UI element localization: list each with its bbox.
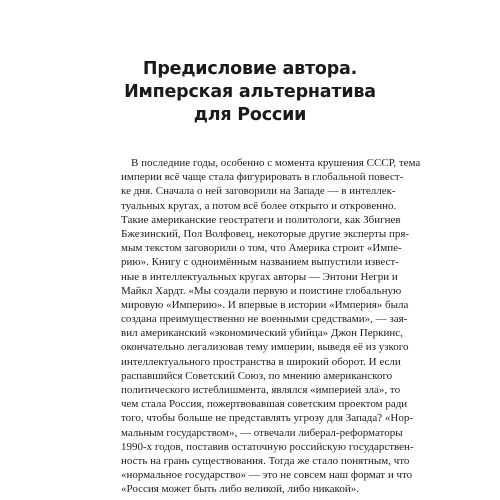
text-line: В последние годы, особенно с момента крушения СССР, тема bbox=[131, 157, 421, 169]
text-line: «нормальное государство» — это не совсем наш формат и что bbox=[121, 469, 413, 482]
text-line: политического истеблишмента, являлся «империей зла», то bbox=[121, 384, 401, 396]
text-line: империи всё чаще стала фигурировать в глобальной повест- bbox=[121, 171, 404, 184]
text-line: 1990-х годов, поставив остаточную российскую государствен- bbox=[121, 440, 414, 453]
text-line: Такие американские геостратеги и политологи, как Збигнев bbox=[121, 213, 401, 226]
text-line: мальным государством», — отвечали либерал-реформаторы bbox=[121, 426, 403, 439]
chapter-title-line: Предисловие автора. bbox=[142, 59, 358, 79]
text-line: «Россия может быть либо великой, либо никакой». bbox=[121, 483, 359, 496]
text-line: того, чтобы больше не представлять угрозу для Запада? «Нор- bbox=[121, 412, 414, 425]
text-line: Майкл Хардт. «Мы создали первую и поистине глобальную bbox=[121, 284, 402, 297]
text-line: чем стала Россия, пожертвовавшая советским проектом ради bbox=[121, 398, 408, 411]
text-line: мировую «Империю». И впервые в истории «Империя» была bbox=[121, 298, 409, 311]
text-line: туальных кругах, а потом всё более открыто и откровенно. bbox=[121, 199, 397, 212]
body-paragraph bbox=[121, 156, 421, 497]
chapter-title-line: Имперская альтернатива bbox=[124, 82, 376, 102]
text-line: окончательно легализовав тему империи, выведя её из узкого bbox=[121, 341, 409, 354]
text-line: Бжезинский, Пол Волфовец, некоторые другие эксперты пря- bbox=[121, 227, 410, 240]
text-line: создана преимущественно не военными средствами», — зая- bbox=[121, 313, 408, 326]
chapter-title-line: для России bbox=[193, 105, 307, 125]
text-line: ность на грань существования. Тогда же стало понятным, что bbox=[121, 454, 410, 467]
text-line: ке дня. Сначала о ней заговорили на Западе — в интеллек- bbox=[121, 185, 396, 198]
chapter-title bbox=[0, 58, 500, 127]
text-line: интеллектуального пространства в широкий оборот. И если bbox=[121, 355, 401, 368]
text-line: мым текстом заговорили о том, что Америка строит «Импе- bbox=[121, 242, 402, 255]
text-line: распавшийся Советский Союз, по мнению американского bbox=[121, 369, 393, 382]
text-line: вил американский «экономический убийца» Джон Перкинс, bbox=[121, 327, 403, 340]
text-line: ные в интеллектуальных кругах авторы — Энтони Негри и bbox=[121, 270, 398, 283]
text-line: рию». Книгу с одноимённым названием выпустили извест- bbox=[121, 256, 399, 269]
